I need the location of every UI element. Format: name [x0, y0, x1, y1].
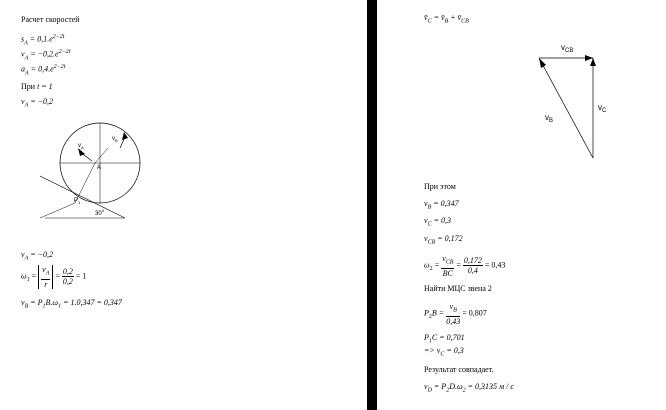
at-this-text: При этом	[424, 182, 456, 191]
va-formula: $v_A = -0,2.e^{2-2t}$	[21, 49, 71, 62]
va-value-2: $v_A = -0,2$	[21, 250, 54, 262]
velocity-triangle	[527, 38, 607, 163]
angle-label: $30^0$	[95, 208, 104, 217]
incline-line	[40, 176, 125, 218]
right-page	[377, 0, 666, 410]
va-label: $v_A$	[78, 143, 84, 150]
result-text: Результат совпадает.	[424, 365, 494, 374]
vector-equation: $v̄_C$ = $v̄_B$ + $v̄_{CB}$	[424, 13, 469, 25]
contact-line	[40, 203, 75, 218]
vb-value-line: $v_B = 0,347$	[424, 199, 459, 211]
wheel-diagram	[40, 118, 150, 223]
vc-label: $v_C$	[598, 103, 607, 114]
vb-label: $v_B$	[545, 113, 554, 124]
vb-label: $v_B$	[112, 136, 118, 143]
title-text: Расчет скоростей	[21, 15, 80, 24]
omega-formula: $\omega_1$ = $\frac{v_A}{r}$ = $\frac{0,2}{0,2}$ = 1	[21, 265, 87, 289]
radius-line	[75, 163, 95, 203]
find-mcs-text: Найти МЦС звена 2	[424, 284, 492, 293]
radius-line-2	[95, 148, 108, 163]
omega2-formula: $\omega_2$ = $\frac{v_{CB}}{BC}$ = $\frac{0,172}{0,4}$ = 0,43	[424, 254, 506, 278]
aa-formula: $a_A = 0,4.e^{2-2t}$	[21, 64, 66, 77]
vb-equation: $v_B = P_1B.\omega_1 = 1.0,347 = 0,347$	[21, 298, 122, 310]
vc-arrow-line: => $v_C = 0,3$	[424, 346, 464, 358]
vc-arrowhead-icon	[590, 58, 596, 66]
p2b-formula: $P_2B$ = $\frac{v_B}{0,43}$ = 0,807	[424, 302, 487, 326]
vcb-value-line: $v_{CB} = 0,172$	[424, 234, 463, 246]
va-value: $v_A = -0,2$	[21, 97, 54, 109]
vcb-label: $v_{CB}$	[561, 43, 574, 54]
p1-label: $P_1$	[74, 198, 81, 205]
at-t-line: При t = 1	[21, 82, 53, 91]
vd-line: $v_D = P_2D.\omega_2 = 0,3135$ м / с	[424, 382, 514, 394]
vb-vector	[539, 58, 593, 158]
point-a-label: A	[97, 165, 102, 171]
vb-arrowhead-icon	[539, 58, 546, 68]
vcb-arrowhead-icon	[585, 55, 593, 61]
vc-value-line: $v_C = 0,3$	[424, 216, 451, 228]
p1c-line: $P_1C = 0,701$	[424, 333, 465, 345]
page-divider	[367, 0, 377, 410]
sa-formula: $s_A = 0,1.e^{2-2t}$	[21, 34, 65, 47]
